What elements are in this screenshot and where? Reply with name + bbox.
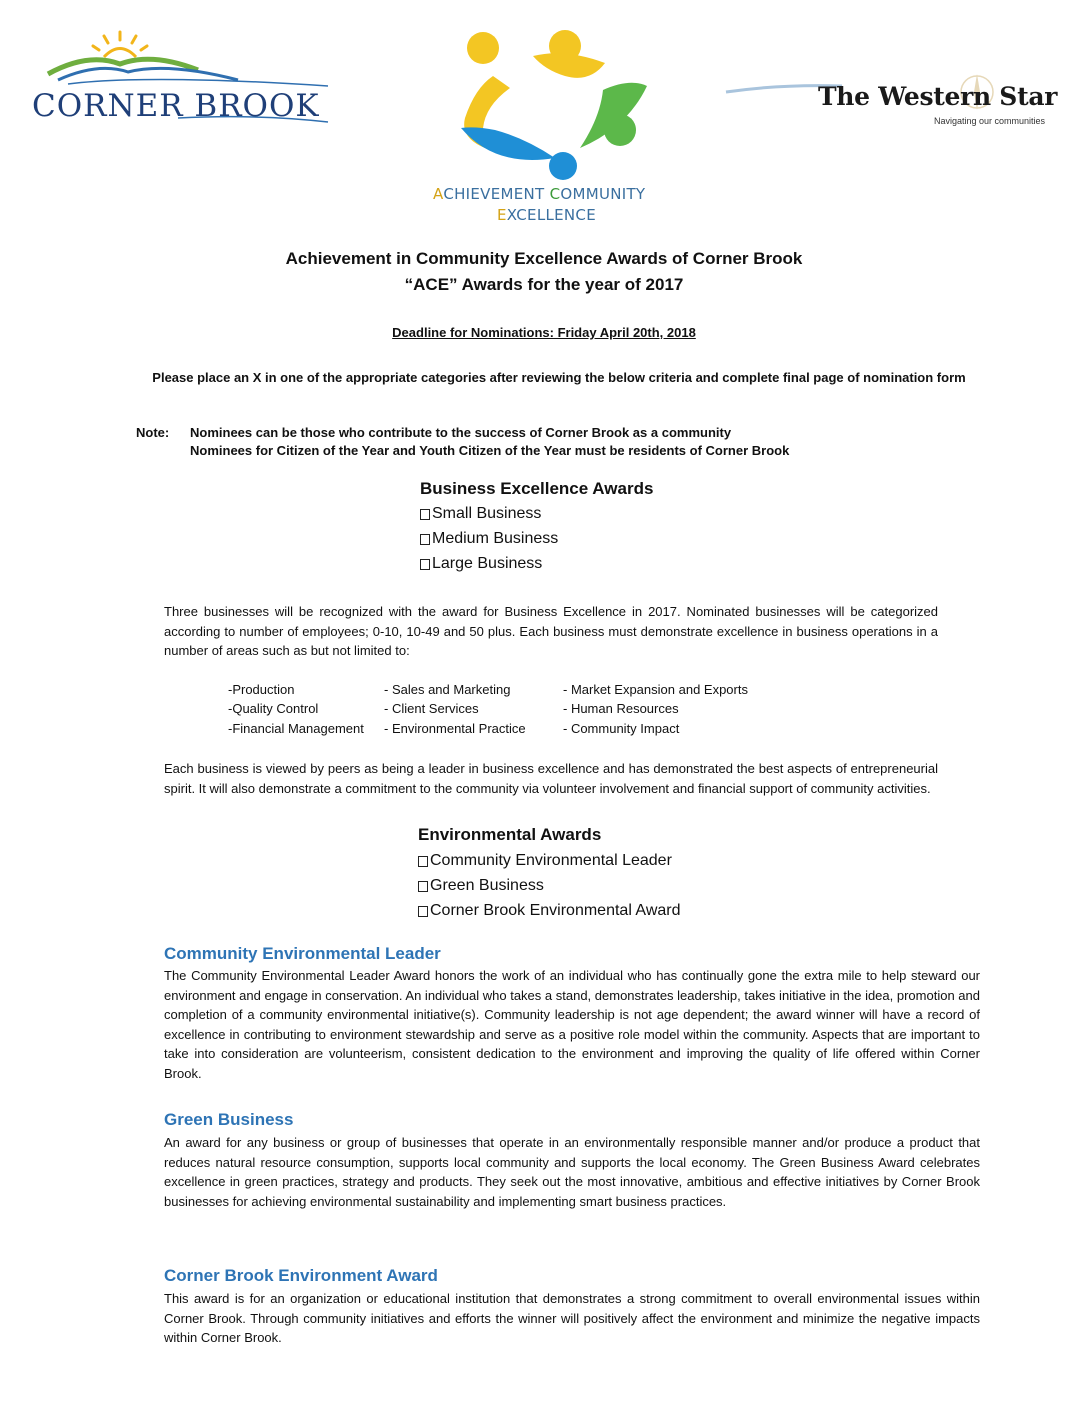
area-item: - Environmental Practice (384, 721, 526, 736)
business-awards-title: Business Excellence Awards (420, 479, 654, 498)
community-environmental-leader-option[interactable] (418, 852, 672, 870)
option-label: Community Environmental Leader (430, 852, 672, 869)
option-label: Large Business (432, 555, 543, 572)
area-item: -Production (228, 682, 295, 697)
area-item: -Financial Management (228, 721, 364, 736)
corner-brook-environmental-award-option[interactable] (418, 902, 681, 920)
western-star-wordmark: The Western Star (818, 82, 1058, 111)
area-item: - Sales and Marketing (384, 682, 511, 697)
checkbox[interactable] (420, 559, 430, 570)
section-heading-green-business: Green Business (164, 1110, 294, 1129)
environmental-awards-title: Environmental Awards (418, 825, 602, 844)
area-item: -Quality Control (228, 701, 319, 716)
page-title: Achievement in Community Excellence Awards of Corner Brook (285, 249, 803, 268)
ace-logo (415, 18, 685, 233)
green-business-option[interactable] (418, 877, 544, 895)
note-line: Nominees for Citizen of the Year and Youth Citizen of the Year must be residents of Corner Brook (190, 443, 790, 458)
ace-wordmark-line2: EXCELLENCE (497, 206, 596, 224)
note-line: Nominees can be those who contribute to the success of Corner Brook as a community (190, 425, 732, 440)
page-subtitle: “ACE” Awards for the year of 2017 (404, 275, 684, 294)
area-item: - Human Resources (563, 701, 679, 716)
deadline-notice: Deadline for Nominations: Friday April 20th, 2018 (392, 325, 696, 340)
option-label: Green Business (430, 877, 544, 894)
checkbox[interactable] (418, 906, 428, 917)
section-body: The Community Environmental Leader Award honors the work of an individual who has continually gone the extra mile to help steward our environment and engage in conservation. An individual who takes a stand, demonstrates leadership, takes initiative in the idea, promotion and completion of a community environmental initiative(s). Community leadership is not age dependent; the award winner will have a record of excellence in contributing to environment stewardship and serve as a positive role model within the community. Aspects that are important to take into consideration are volunteerism, consistent dedication to the environment and improving the quality of life offered within Corner Brook. (164, 968, 980, 1081)
small-business-option[interactable] (420, 505, 541, 523)
area-item: - Client Services (384, 701, 479, 716)
western-star-tagline: Navigating our communities (934, 116, 1046, 126)
checkbox[interactable] (418, 881, 428, 892)
ace-figures-icon (415, 18, 685, 183)
ace-wordmark-line1: ACHIEVEMENT COMMUNITY (433, 185, 646, 203)
section-heading-corner-brook-environment-award: Corner Brook Environment Award (164, 1266, 438, 1285)
option-label: Small Business (432, 505, 542, 522)
section-heading-community-environmental-leader: Community Environmental Leader (164, 944, 441, 963)
corner-brook-wordmark: CORNER BROOK (32, 88, 320, 124)
medium-business-option[interactable] (420, 530, 558, 548)
business-intro: Three businesses will be recognized with the award for Business Excellence in 2017. Nominated businesses will be categorized according to number of employees; 0-10, 10-49 and 50 plus. Each business must demonstrate excellence in business operations in a number of areas such as but not limited to: (164, 604, 938, 658)
checkbox[interactable] (418, 856, 428, 867)
option-label: Medium Business (432, 530, 559, 547)
corner-brook-logo (28, 30, 338, 130)
section-body: An award for any business or group of businesses that operate in an environmentally responsible manner and/or produce a product that reduces natural resource consumption, supports local community and supports the local economy. The Green Business Award celebrates excellence in green practices, strategy and products. They seek out the most innovative, ambitious and effective initiatives by Corner Brook businesses for achieving environmental sustainability and implementing smart business practices. (164, 1135, 980, 1209)
area-item: - Community Impact (563, 721, 680, 736)
note-label: Note: (136, 425, 170, 440)
option-label: Corner Brook Environmental Award (430, 902, 681, 919)
checkbox[interactable] (420, 509, 430, 520)
instructions: Please place an X in one of the appropriate categories after reviewing the below criteria and complete final page of nomination form (152, 370, 966, 385)
western-star-logo (722, 70, 1058, 135)
area-item: - Market Expansion and Exports (563, 682, 748, 697)
section-body: This award is for an organization or educational institution that demonstrates a strong commitment to overall environmental issues within Corner Brook. Through community initiatives and efforts the winner will positively affect the environment and minimize the negative impacts within Corner Brook. (164, 1291, 980, 1345)
business-closing: Each business is viewed by peers as being a leader in business excellence and has demonstrated the best aspects of entrepreneurial spirit. It will also demonstrate a commitment to the community via volunteer involvement and financial support of community activities. (164, 761, 938, 796)
checkbox[interactable] (420, 534, 430, 545)
large-business-option[interactable] (420, 555, 542, 573)
